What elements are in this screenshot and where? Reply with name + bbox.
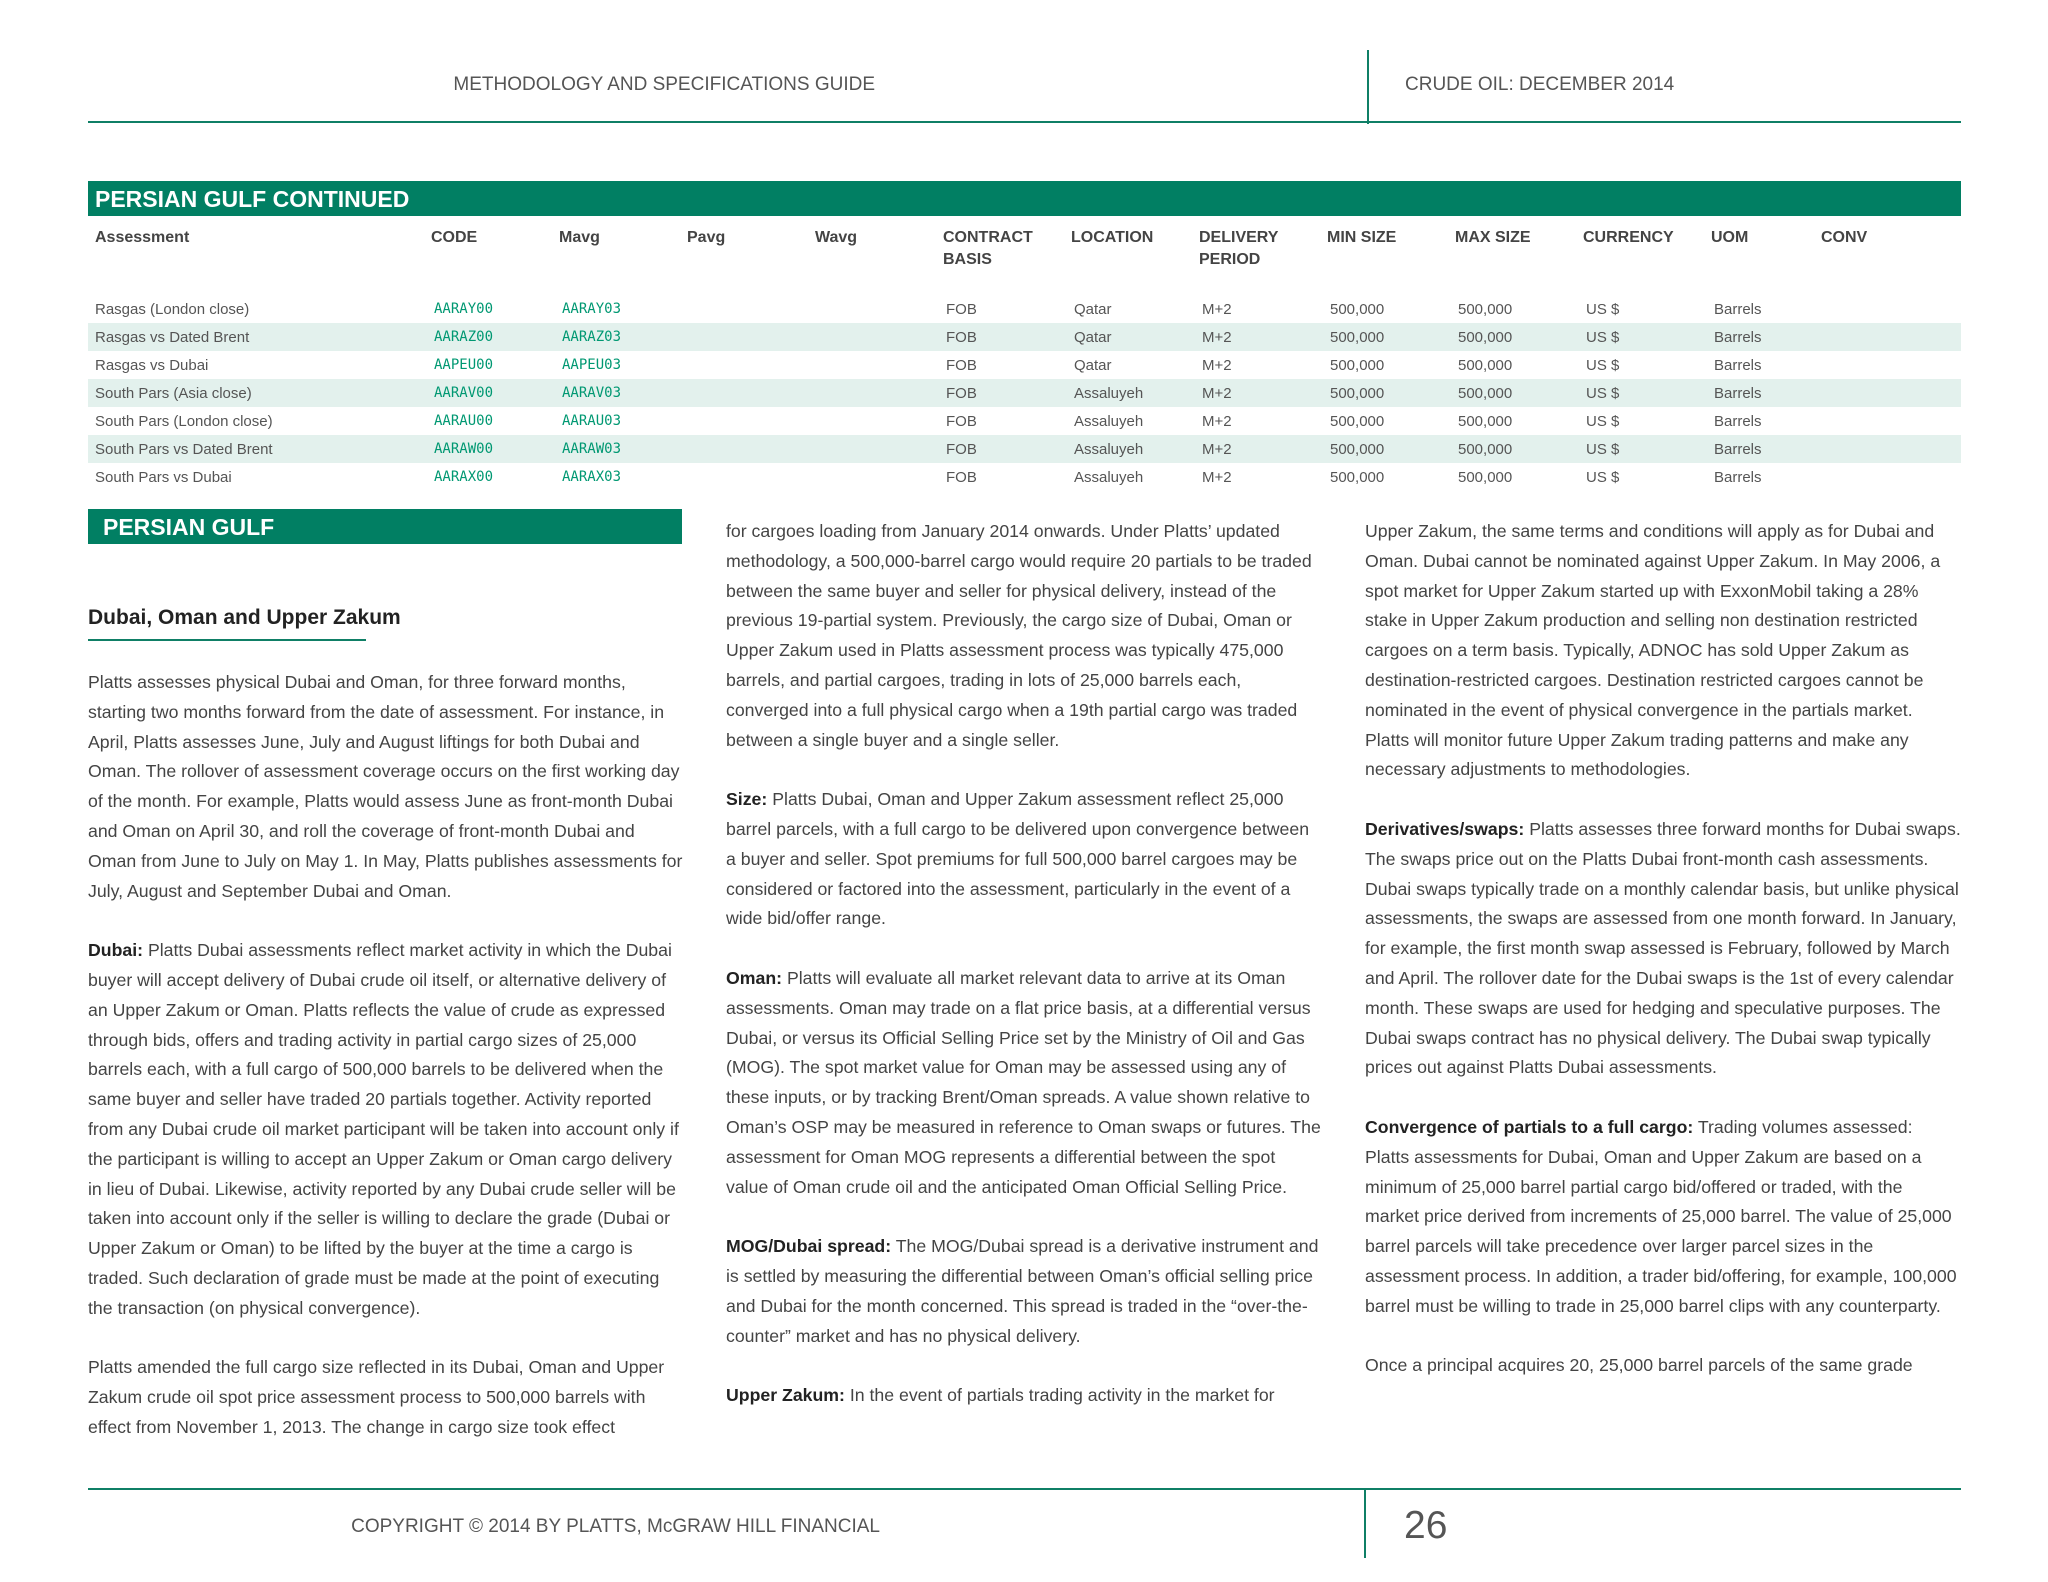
paragraph-lead: Convergence of partials to a full cargo:	[1365, 1116, 1694, 1137]
column-header: CONTRACT BASIS	[943, 229, 1033, 268]
table-cell	[1814, 323, 1961, 351]
table-cell: US $	[1576, 323, 1704, 351]
table-row	[88, 435, 1961, 463]
text-column-2	[726, 517, 1322, 1441]
table-cell: 500,000	[1448, 435, 1576, 463]
table-row	[88, 407, 1961, 435]
table-cell: Barrels	[1714, 468, 1762, 486]
table-cell: 500,000	[1458, 356, 1513, 374]
paragraph	[1365, 1351, 1961, 1381]
table-cell: FOB	[946, 412, 977, 430]
footer-copyright: COPYRIGHT © 2014 BY PLATTS, McGRAW HILL FINANCIAL	[351, 1516, 880, 1537]
table-title-band	[88, 181, 1961, 216]
header-edition: CRUDE OIL: DECEMBER 2014	[1405, 74, 1675, 95]
column-header: DELIVERY PERIOD	[1199, 229, 1279, 268]
table-cell: AARAX03	[562, 469, 622, 485]
paragraph	[1365, 1113, 1961, 1322]
paragraph-text: Platts Dubai, Oman and Upper Zakum assessment reflect 25,000 barrel parcels, with a full cargo to be delivered upon convergence between a buyer and seller. Spot premiums for full 500,000 barrel cargoes may be considered or factored into the assessment, particularly in the event of a wide bid/offer range.	[726, 789, 1310, 929]
table-cell: M+2	[1192, 435, 1320, 463]
table-cell: US $	[1576, 435, 1704, 463]
table-cell: 500,000	[1320, 323, 1448, 351]
table-cell	[808, 435, 936, 463]
table-cell: 500,000	[1458, 412, 1513, 430]
table-cell	[1814, 407, 1961, 435]
table-cell: AARAU00	[434, 413, 494, 429]
column-header: CURRENCY	[1583, 229, 1674, 246]
header-rule	[88, 121, 1961, 123]
table-cell: Barrels	[1704, 435, 1814, 463]
paragraph-text: Platts will evaluate all market relevant data to arrive at its Oman assessments. Oman may trade on a flat price basis, at a differential versus Dubai, or versus its Official Selling Price set by the Ministry of Oil and Gas (MOG). The spot market value for Oman may be assessed using any of these inputs, or by tracking Brent/Oman spreads. A value shown relative to Oman’s OSP may be measured in reference to Oman swaps or futures. The assessment for Oman MOG represents a differential between the spot value of Oman crude oil and the anticipated Oman Official Selling Price.	[726, 967, 1321, 1197]
table-cell: Rasgas vs Dated Brent	[88, 323, 424, 351]
table-cell: AARAW03	[552, 435, 680, 463]
table-cell: 500,000	[1458, 300, 1513, 318]
table-cell: US $	[1586, 468, 1620, 486]
column-header: UOM	[1711, 229, 1749, 246]
table-title: PERSIAN GULF CONTINUED	[95, 186, 410, 212]
footer-rule	[88, 1488, 1961, 1490]
table-cell: AARAZ00	[424, 323, 552, 351]
table-row	[88, 379, 1961, 407]
paragraph-text: The MOG/Dubai spread is a derivative instrument and is settled by measuring the differential between Oman’s official selling price and Dubai for the month concerned. This spread is traded in the “over-the-counter” market and has no physical delivery.	[726, 1236, 1319, 1346]
table-cell	[808, 295, 936, 323]
paragraph-text: Trading volumes assessed: Platts assessments for Dubai, Oman and Upper Zakum are based on a minimum of 25,000 barrel partial cargo bid/offered or traded, with the market price derived from increments of 25,000 barrel. The value of 25,000 barrel parcels will take precedence over larger parcel sizes in the assessment process. In addition, a trader bid/offering, for example, 100,000 barrel must be willing to trade in 25,000 barrel clips with any counterparty.	[1365, 1116, 1957, 1316]
table-cell: South Pars (London close)	[95, 412, 273, 430]
table-cell	[1814, 435, 1961, 463]
paragraph	[1365, 815, 1961, 1083]
paragraph-lead: Dubai:	[88, 940, 144, 961]
table-cell	[1814, 351, 1961, 379]
table-cell	[1814, 295, 1961, 323]
text-column-3	[1365, 517, 1961, 1411]
table-cell: Qatar	[1074, 300, 1112, 318]
table-cell	[680, 351, 808, 379]
table-cell: M+2	[1202, 468, 1232, 486]
table-cell: Barrels	[1704, 323, 1814, 351]
paragraph	[1365, 517, 1961, 785]
table-cell: 500,000	[1330, 468, 1385, 486]
column-header: LOCATION	[1071, 229, 1154, 246]
table-cell: M+2	[1202, 356, 1232, 374]
table-cell: South Pars vs Dubai	[95, 468, 232, 486]
paragraph-lead: Upper Zakum:	[726, 1385, 845, 1406]
table-cell: AARAY03	[562, 301, 622, 317]
column-header: CONV	[1821, 229, 1868, 246]
table-row	[88, 351, 1961, 379]
paragraph-lead: Size:	[726, 789, 768, 810]
table-cell	[680, 295, 808, 323]
table-cell: M+2	[1192, 379, 1320, 407]
table-cell	[680, 323, 808, 351]
text-column-1	[88, 668, 684, 1473]
column-header: Assessment	[95, 229, 190, 246]
table-row	[88, 463, 1961, 491]
table-cell: US $	[1576, 379, 1704, 407]
table-cell: AARAZ03	[552, 323, 680, 351]
table-cell: AARAV03	[552, 379, 680, 407]
paragraph-text: Platts assesses physical Dubai and Oman, for three forward months, starting two months forward from the date of assessment. For instance, in April, Platts assesses June, July and August liftings for both Dubai and Oman. The rollover of assessment coverage occurs on the first working day of the month. For example, Platts would assess June as front-month Dubai and Oman on April 30, and roll the coverage of front-month Dubai and Oman from June to July on May 1. In May, Platts publishes assessments for July, August and September Dubai and Oman.	[88, 672, 683, 901]
table-cell: AARAV00	[424, 379, 552, 407]
page-number: 26	[1404, 1504, 1448, 1547]
table-cell: AARAY00	[434, 301, 494, 317]
paragraph	[726, 517, 1322, 755]
table-cell: M+2	[1202, 300, 1232, 318]
table-cell: South Pars (Asia close)	[88, 379, 424, 407]
table-cell: Rasgas vs Dubai	[95, 356, 209, 374]
paragraph	[88, 1353, 684, 1442]
table-cell: M+2	[1192, 323, 1320, 351]
table-cell	[808, 323, 936, 351]
table-cell: South Pars vs Dated Brent	[88, 435, 424, 463]
paragraph-lead: MOG/Dubai spread:	[726, 1236, 892, 1257]
table-cell: 500,000	[1320, 379, 1448, 407]
column-header: Mavg	[559, 229, 600, 246]
table-cell: AARAU03	[562, 413, 622, 429]
table-cell: Assaluyeh	[1074, 412, 1144, 430]
section-subtitle: Dubai, Oman and Upper Zakum	[88, 606, 401, 629]
table-cell: Qatar	[1064, 323, 1192, 351]
table-cell: AARAX00	[434, 469, 494, 485]
section-title-band	[88, 509, 682, 544]
assessment-table	[88, 224, 1961, 491]
paragraph-text: for cargoes loading from January 2014 onwards. Under Platts’ updated methodology, a 500,000-barrel cargo would require 20 partials to be traded between the same buyer and seller for physical delivery, instead of the previous 19-partial system. Previously, the cargo size of Dubai, Oman or Upper Zakum used in Platts assessment process was typically 475,000 barrels, and partial cargoes, trading in lots of 25,000 barrels each, converged into a full physical cargo when a 19th partial cargo was traded between a single buyer and a single seller.	[726, 521, 1312, 750]
table-cell	[680, 463, 808, 491]
table-cell: US $	[1586, 356, 1620, 374]
table-cell: FOB	[936, 323, 1064, 351]
paragraph	[88, 936, 684, 1323]
table-cell: Assaluyeh	[1074, 468, 1144, 486]
table-cell	[680, 435, 808, 463]
table-cell: 500,000	[1330, 356, 1385, 374]
table-cell: 500,000	[1448, 379, 1576, 407]
section-title: PERSIAN GULF	[103, 514, 275, 540]
table-cell: FOB	[946, 468, 977, 486]
table-cell	[808, 407, 936, 435]
table-cell: Barrels	[1704, 379, 1814, 407]
table-cell	[680, 407, 808, 435]
table-cell: Qatar	[1074, 356, 1112, 374]
header-divider	[1367, 50, 1369, 124]
paragraph	[726, 964, 1322, 1202]
table-cell	[680, 379, 808, 407]
table-cell: US $	[1586, 412, 1620, 430]
subtitle-underline	[88, 639, 366, 641]
table-cell: AARAW00	[424, 435, 552, 463]
table-cell: Barrels	[1714, 412, 1762, 430]
paragraph-text: Once a principal acquires 20, 25,000 barrel parcels of the same grade	[1365, 1355, 1913, 1376]
table-cell	[808, 463, 936, 491]
table-cell: M+2	[1202, 412, 1232, 430]
table-cell: US $	[1586, 300, 1620, 318]
column-header: Wavg	[815, 229, 858, 246]
table-cell: 500,000	[1330, 412, 1385, 430]
paragraph	[726, 1232, 1322, 1351]
paragraph-text: Platts assesses three forward months for Dubai swaps. The swaps price out on the Platts Dubai front-month cash assessments. Dubai swaps typically trade on a monthly calendar basis, but unlike physical assessments, the swaps are assessed from one month forward. In January, for example, the first month swap assessed is February, followed by March and April. The rollover date for the Dubai swaps is the 1st of every calendar month. These swaps are used for hedging and speculative purposes. The Dubai swaps contract has no physical delivery. The Dubai swap typically prices out against Platts Dubai assessments.	[1365, 818, 1961, 1078]
table-cell: AAPEU03	[562, 357, 622, 373]
paragraph	[726, 1381, 1322, 1411]
paragraph-text: Platts amended the full cargo size reflected in its Dubai, Oman and Upper Zakum crude oil spot price assessment process to 500,000 barrels with effect from November 1, 2013. The change in cargo size took effect	[88, 1357, 665, 1437]
table-cell: Assaluyeh	[1064, 379, 1192, 407]
paragraph	[88, 668, 684, 906]
table-cell: Barrels	[1714, 300, 1762, 318]
table-cell: FOB	[946, 356, 977, 374]
paragraph-text: Platts Dubai assessments reflect market activity in which the Dubai buyer will accept delivery of Dubai crude oil itself, or alternative delivery of an Upper Zakum or Oman. Platts reflects the value of crude as expressed through bids, offers and trading activity in partial cargo sizes of 25,000 barrels each, with a full cargo of 500,000 barrels to be delivered when the same buyer and seller have traded 20 partials together. Activity reported from any Dubai crude oil market participant will be taken into account only if the participant is willing to accept an Upper Zakum or Oman cargo delivery in lieu of Dubai. Likewise, activity reported by any Dubai crude seller will be taken into account only if the seller is willing to declare the grade (Dubai or Upper Zakum or Oman) to be lifted by the buyer at the time a cargo is traded. Such declaration of grade must be made at the point of executing the transaction (on physical convergence).	[88, 940, 679, 1318]
table-cell	[1814, 463, 1961, 491]
table-cell: Assaluyeh	[1064, 435, 1192, 463]
table-cell: 500,000	[1320, 435, 1448, 463]
table-cell: 500,000	[1330, 300, 1385, 318]
paragraph-text: Upper Zakum, the same terms and conditions will apply as for Dubai and Oman. Dubai cannot be nominated against Upper Zakum. In May 2006, a spot market for Upper Zakum started up with ExxonMobil taking a 28% stake in Upper Zakum production and selling non destination restricted cargoes on a term basis. Typically, ADNOC has sold Upper Zakum as destination-restricted cargoes. Destination restricted cargoes cannot be nominated in the event of physical convergence in the partials market. Platts will monitor future Upper Zakum trading patterns and make any necessary adjustments to methodologies.	[1365, 521, 1941, 780]
table-header-row	[88, 224, 1961, 295]
column-header: Pavg	[687, 229, 726, 246]
footer-divider	[1364, 1490, 1366, 1558]
paragraph-text: In the event of partials trading activity in the market for	[844, 1385, 1275, 1406]
table-row	[88, 323, 1961, 351]
header-guide-title: METHODOLOGY AND SPECIFICATIONS GUIDE	[453, 74, 875, 95]
table-cell: FOB	[936, 379, 1064, 407]
column-header: MAX SIZE	[1455, 229, 1531, 246]
paragraph-lead: Derivatives/swaps:	[1365, 818, 1525, 839]
column-header: CODE	[431, 229, 478, 246]
table-cell: 500,000	[1458, 468, 1513, 486]
table-cell: Rasgas (London close)	[95, 300, 250, 318]
table-cell: Barrels	[1714, 356, 1762, 374]
table-cell	[808, 351, 936, 379]
table-cell: 500,000	[1448, 323, 1576, 351]
table-cell: FOB	[936, 435, 1064, 463]
paragraph	[726, 785, 1322, 934]
table-cell	[808, 379, 936, 407]
table-cell: FOB	[946, 300, 977, 318]
paragraph-lead: Oman:	[726, 967, 783, 988]
table-row	[88, 295, 1961, 323]
table-cell: AAPEU00	[434, 357, 494, 373]
table-cell	[1814, 379, 1961, 407]
column-header: MIN SIZE	[1327, 229, 1397, 246]
